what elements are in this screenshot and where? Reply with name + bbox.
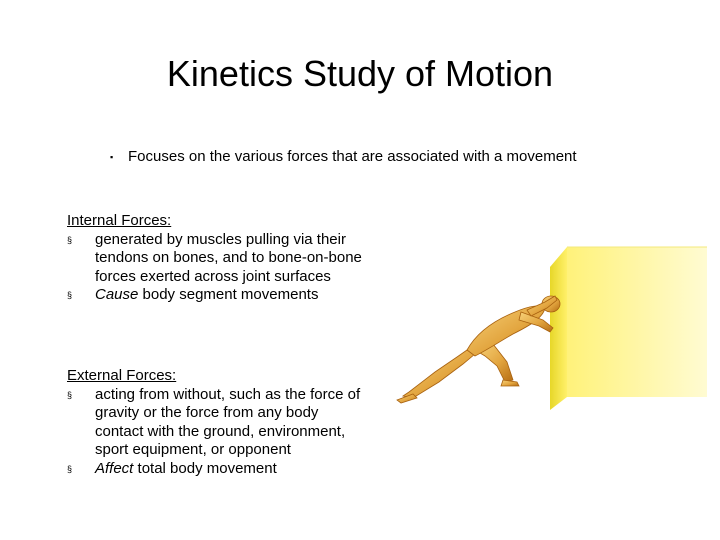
list-item — [67, 386, 367, 460]
external-forces-list — [67, 386, 367, 479]
list-item-text: generated by muscles pulling via their tendons on bones, and to bone-on-bone forces exerted across joint surfaces — [95, 230, 362, 285]
internal-forces-list — [67, 231, 367, 305]
slide-title: Kinetics Study of Motion — [166, 53, 554, 94]
wall-front-face — [567, 247, 707, 397]
section-bullet-icon: § — [67, 234, 73, 245]
intro-text: Focuses on the various forces that are associated with a movement — [128, 148, 577, 165]
list-item — [67, 286, 367, 305]
list-item-text: total body movement — [133, 459, 277, 477]
list-item-emphasis: Cause — [95, 286, 139, 303]
internal-forces-heading: Internal Forces: — [67, 212, 172, 229]
person-pushing-wall-icon — [395, 232, 710, 412]
section-bullet-icon: § — [67, 463, 73, 474]
section-bullet-icon: § — [67, 389, 73, 400]
internal-forces-section — [67, 212, 367, 305]
list-item-emphasis: Affect — [95, 459, 134, 477]
external-forces-section — [67, 367, 367, 478]
pushing-figure — [397, 296, 560, 403]
list-item — [67, 231, 367, 287]
square-bullet-icon: ▪ — [110, 152, 114, 162]
section-bullet-icon: § — [67, 290, 73, 300]
external-forces-heading: External Forces: — [67, 367, 177, 384]
list-item-text: acting from without, such as the force of gravity or the force from any body contact with the ground, environment, sport equipment, or opponent — [95, 385, 361, 458]
list-item — [67, 460, 367, 479]
list-item-text: body segment movements — [138, 286, 319, 303]
